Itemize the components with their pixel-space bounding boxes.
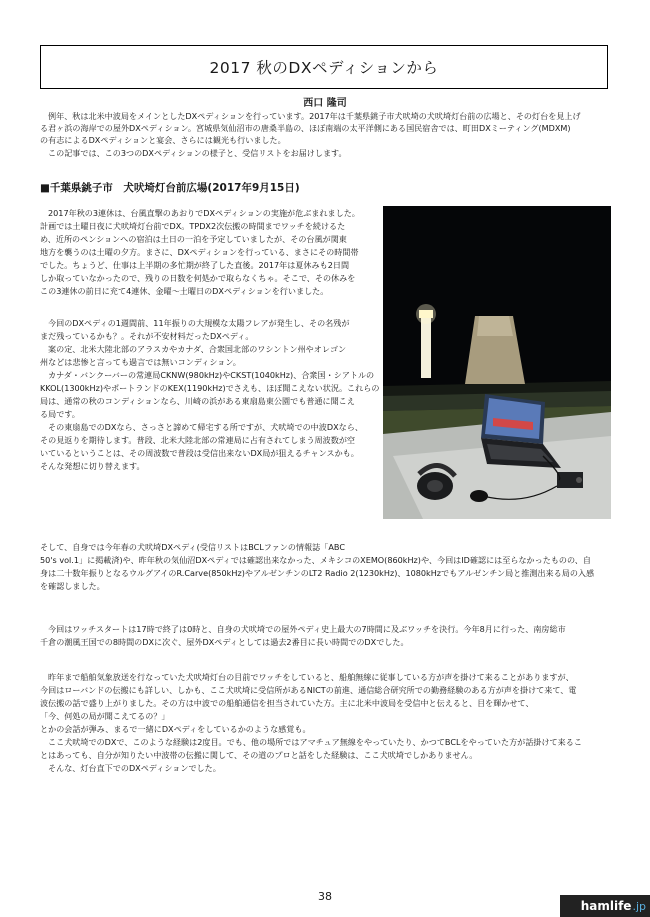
site-watermark bbox=[560, 895, 650, 917]
body-line: を確認しました。 bbox=[40, 581, 105, 591]
col1-line: 2017年秋の3連休は、台風直撃のあおりでDXペディションの実施が危ぶまれました。 bbox=[48, 208, 360, 218]
col2-line: 州などは悲惨と言っても過言では無いコンディション。 bbox=[40, 357, 241, 367]
col2-line: カナダ・バンクーバーの常連局CKNW(980kHz)やCKST(1040kHz)、合衆国・シアトルの bbox=[48, 370, 375, 380]
col2-line: 局は、通常の秋のコンディションなら、川崎の浜がある東扇島東公園でも普通に聞こえ bbox=[40, 396, 355, 406]
article-title: 2017 秋のDXペディションから bbox=[209, 59, 439, 77]
col1-line: 地方を襲うのは土曜の夕方。まさに、DXペディションを行っている、まさにその時間帯 bbox=[40, 247, 359, 257]
col2-line: いているということは、その周波数で普段は受信出来ないDX局が狙えるチャンスかも。 bbox=[40, 448, 359, 458]
body-line: 50's vol.1」に掲載済)や、昨年秋の気仙沼DXペディでは確認出来なかった、メキシコのXEMO(860kHz)や、今回はID確認には至らなかったものの、自 bbox=[40, 555, 591, 565]
article-title-box bbox=[40, 45, 608, 89]
body-line: 身は二十数年振りとなるウルグアイのR.Carve(850kHz)やアルゼンチンのLT2 Radio 2(1230kHz)、1080kHzでもアルゼンチン局と推測出来る局の入感 bbox=[40, 568, 595, 578]
night-lighthouse-photo bbox=[383, 206, 611, 519]
col2-line: 今回のDXペディの1週間前、11年振りの大規模な太陽フレアが発生し、その名残が bbox=[48, 318, 350, 328]
col2-line: そんな発想に切り替えます。 bbox=[40, 461, 145, 471]
watermark-main: hamlife bbox=[580, 899, 632, 913]
col2-line: その見返りを期待します。普段、北米大陸北部の常連局に占有されてしまう周波数が空 bbox=[40, 435, 356, 445]
col1-line: この3連休の前日に充て4連休、金曜〜土曜日のDXペディションを行いました。 bbox=[40, 286, 329, 296]
body-line: とはあっても、自分が知りたい中波帯の伝搬に関して、その道のプロと話をした経験は、ここ犬吠埼でしかありません。 bbox=[40, 750, 478, 760]
col2-line: まだ残っているかも？。それが不安材料だったDXペディ。 bbox=[40, 331, 254, 341]
body-line: 千倉の潮風王国での8時間のDXに次ぐ、屋外DXペディとしては過去2番目に長い時間でのDXでした。 bbox=[40, 637, 409, 647]
intro-line: る君ヶ浜の海岸での屋外DXペディション。宮城県気仙沼市の唐桑半島の、ほぼ南端の太平洋側にある国民宿舎では、町田DXミーティング(MDXM) bbox=[40, 123, 571, 133]
col1-line: しか取っていなかったので、残りの日数を何処かで取らなくちゃ。そこで、その休みを bbox=[40, 273, 356, 283]
page-number: 38 bbox=[318, 890, 332, 903]
intro-line: の有志によるDXペディションと宴会、さらには観光も行いました。 bbox=[40, 135, 286, 145]
section-heading: ■千葉県銚子市 犬吠埼灯台前広場(2017年9月15日) bbox=[40, 182, 300, 194]
col1-line: め、近所のペンションへの宿泊は土日の一泊を予定していましたが、その台風が関東 bbox=[40, 234, 347, 244]
col2-line: その東扇島でのDXなら、さっさと諦めて帰宅する所ですが、犬吠埼での中波DXなら、 bbox=[48, 422, 363, 432]
intro-line: 例年、秋は北米中波局をメインとしたDXペディションを行っています。2017年は千葉県銚子市犬吠埼の犬吠埼灯台前の広場と、その灯台を見上げ bbox=[48, 111, 581, 121]
col2-line: る局です。 bbox=[40, 409, 80, 419]
watermark-suffix: .jp bbox=[632, 899, 646, 913]
body-line: 今回はローバンドの伝搬にも詳しい、しかも、ここ犬吠埼に受信所があるNICTの前進、通信総合研究所での勤務経験のある方が声を掛けて来て、電 bbox=[40, 685, 577, 695]
body-line: そんな、灯台直下でのDXペディションでした。 bbox=[48, 763, 221, 773]
body-line: 波伝搬の話で盛り上がりました。その方は中波での船舶通信を担当されていた方。主に北米中波局を受信中と伝えると、目を輝かせて、 bbox=[40, 698, 534, 708]
body-line: そして、自身では今年春の犬吠埼DXペディ(受信リストはBCLファンの情報誌「ABC bbox=[40, 542, 345, 552]
body-line: 今回はワッチスタートは17時で終了は0時と、自身の犬吠埼での屋外ペディ史上最大の7時間に及ぶワッチを決行。今年8月に行った、南房総市 bbox=[48, 624, 566, 634]
intro-line: この記事では、この3つのDXペディションの様子と、受信リストをお届けします。 bbox=[48, 148, 347, 158]
body-line: とかの会話が弾み、まるで一緒にDXペディをしているかのような感覚も。 bbox=[40, 724, 311, 734]
col1-line: 計画では土曜日夜に犬吠埼灯台前でDX。TPDX2次伝搬の時間までワッチを続けるた bbox=[40, 221, 346, 231]
col2-line: 案の定、北米大陸北部のアラスカやカナダ、合衆国北部のワシントン州やオレゴン bbox=[48, 344, 347, 354]
body-line: ここ犬吠埼でのDXで、このような経験は2度目。でも、他の場所ではアマチュア無線をやっていたり、かつてBCLをやっていた方が話掛けて来るこ bbox=[48, 737, 582, 747]
body-line: 「今、何処の局が聞こえてるの？」 bbox=[40, 711, 170, 721]
col2-line: KKOL(1300kHz)やポートランドのKEX(1190kHz)でさえも、ほぼ聞こえない状況。これらの bbox=[40, 383, 380, 393]
author-name: 西口 隆司 bbox=[303, 98, 347, 109]
body-line: 昨年まで船舶気象放送を行なっていた犬吠埼灯台の目前でワッチをしていると、船舶無線に従事している方が声を掛けて来ることがありますが、 bbox=[48, 672, 574, 682]
col1-line: でした。ちょうど、仕事は上半期の多忙期が終了した直後。2017年は夏休みも2日間 bbox=[40, 260, 350, 270]
